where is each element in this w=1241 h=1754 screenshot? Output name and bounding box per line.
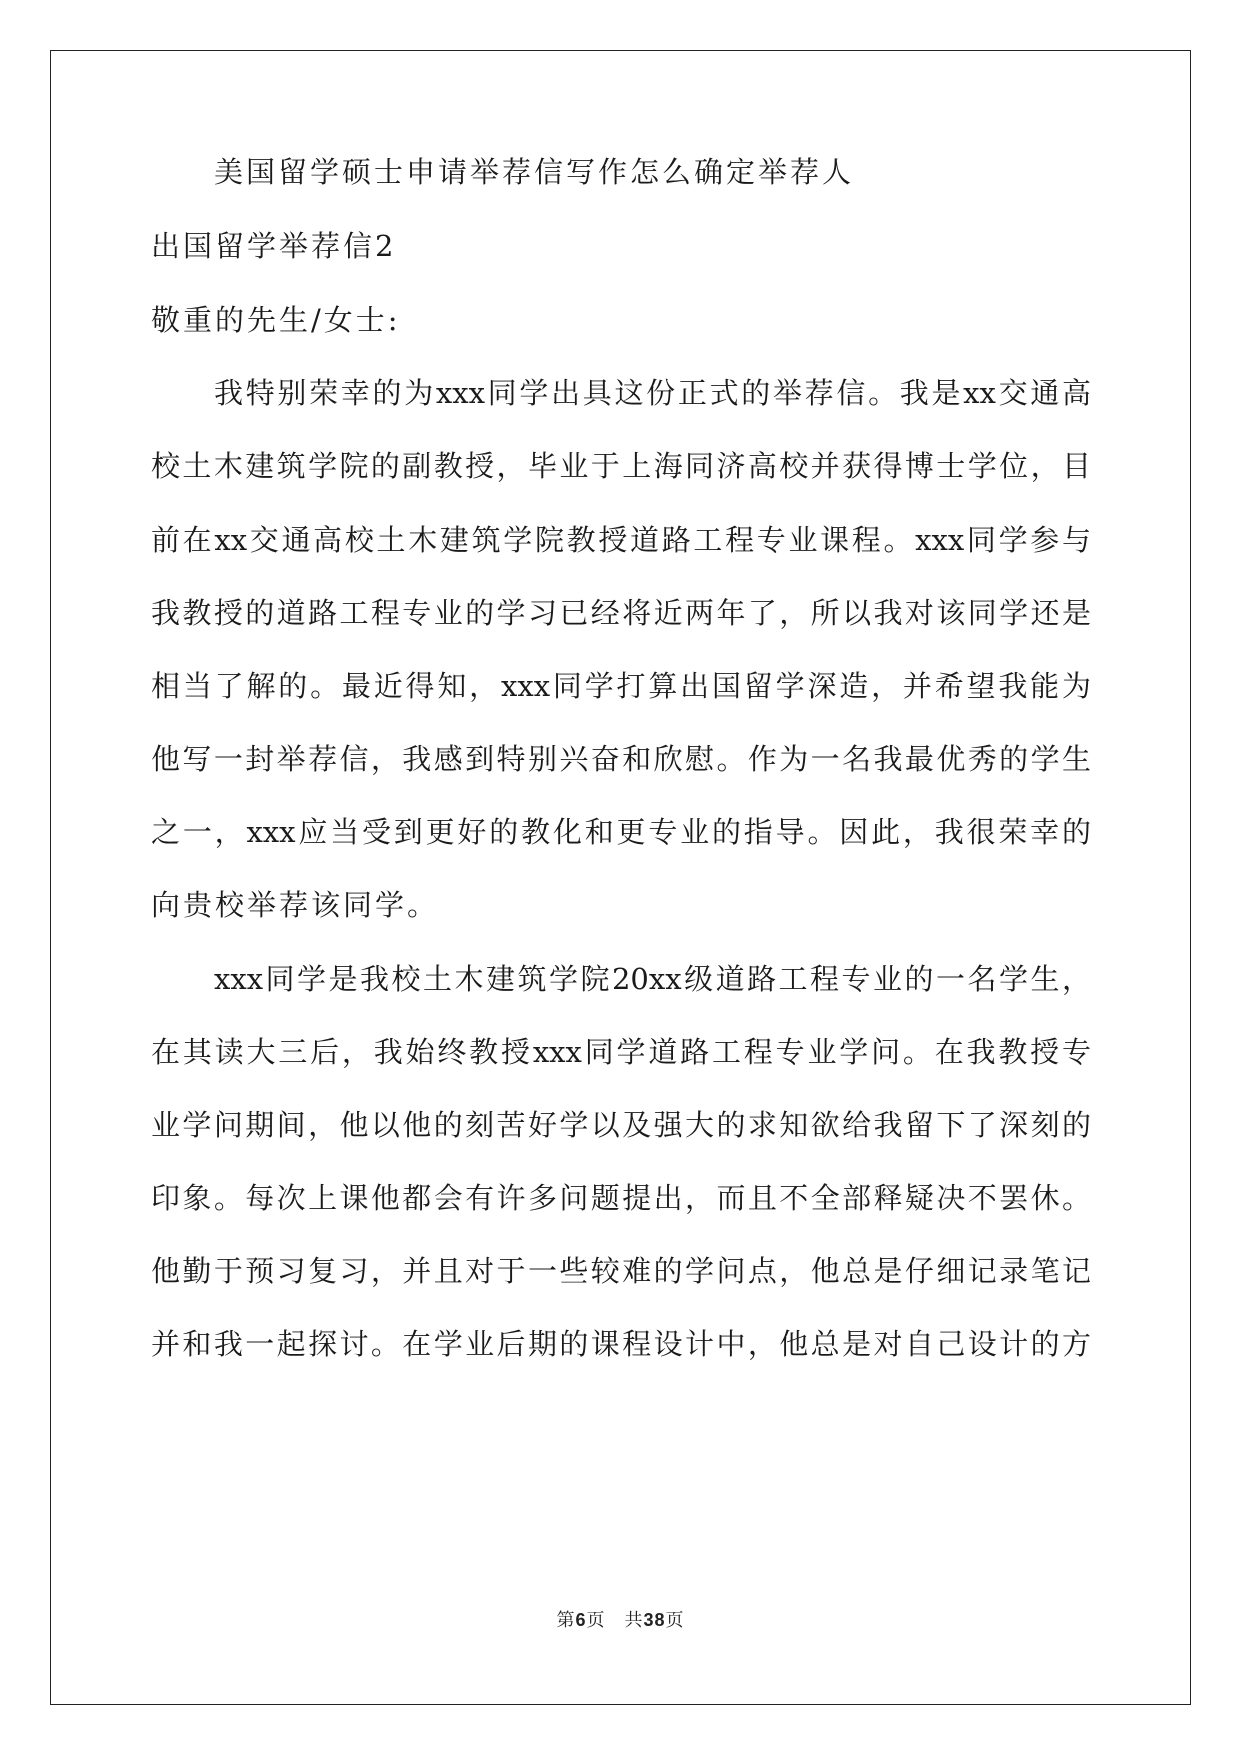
- paragraph-line: 业学问期间，他以他的刻苦好学以及强大的求知欲给我留下了深刻的: [151, 1108, 1091, 1142]
- footer-suffix: 页: [665, 1610, 685, 1631]
- paragraph-line: 我教授的道路工程专业的学习已经将近两年了，所以我对该同学还是: [151, 596, 1091, 630]
- document-title: 美国留学硕士申请举荐信写作怎么确定举荐人: [214, 155, 855, 189]
- paragraph-line: 并和我一起探讨。在学业后期的课程设计中，他总是对自己设计的方: [151, 1327, 1091, 1361]
- section-heading: 出国留学举荐信2: [151, 229, 397, 263]
- current-page-number: 6: [575, 1610, 587, 1630]
- paragraph-line: 他勤于预习复习，并且对于一些较难的学问点，他总是仔细记录笔记: [151, 1254, 1091, 1288]
- page-footer: [0, 1606, 1241, 1632]
- paragraph-line: 印象。每次上课他都会有许多问题提出，而且不全部释疑决不罢休。: [151, 1181, 1091, 1215]
- page-border: [50, 50, 1191, 1705]
- salutation: 敬重的先生/女士:: [151, 303, 401, 337]
- paragraph-line: 之一，xxx应当受到更好的教化和更专业的指导。因此，我很荣幸的: [151, 815, 1091, 849]
- paragraph-line: 前在xx交通高校土木建筑学院教授道路工程专业课程。xxx同学参与: [151, 523, 1091, 557]
- paragraph-line: 校土木建筑学院的副教授，毕业于上海同济高校并获得博士学位，目: [151, 449, 1091, 483]
- footer-middle: 页 共: [586, 1610, 644, 1631]
- paragraph-line: xxx同学是我校土木建筑学院20xx级道路工程专业的一名学生，: [214, 962, 1091, 996]
- paragraph-line: 向贵校举荐该同学。: [151, 888, 440, 922]
- footer-prefix: 第: [556, 1610, 576, 1631]
- paragraph-line: 他写一封举荐信，我感到特别兴奋和欣慰。作为一名我最优秀的学生: [151, 742, 1091, 776]
- paragraph-line: 在其读大三后，我始终教授xxx同学道路工程专业学问。在我教授专: [151, 1035, 1091, 1069]
- total-pages-number: 38: [643, 1610, 666, 1630]
- paragraph-line: 相当了解的。最近得知，xxx同学打算出国留学深造，并希望我能为: [151, 669, 1091, 703]
- paragraph-line: 我特别荣幸的为xxx同学出具这份正式的举荐信。我是xx交通高: [214, 376, 1091, 410]
